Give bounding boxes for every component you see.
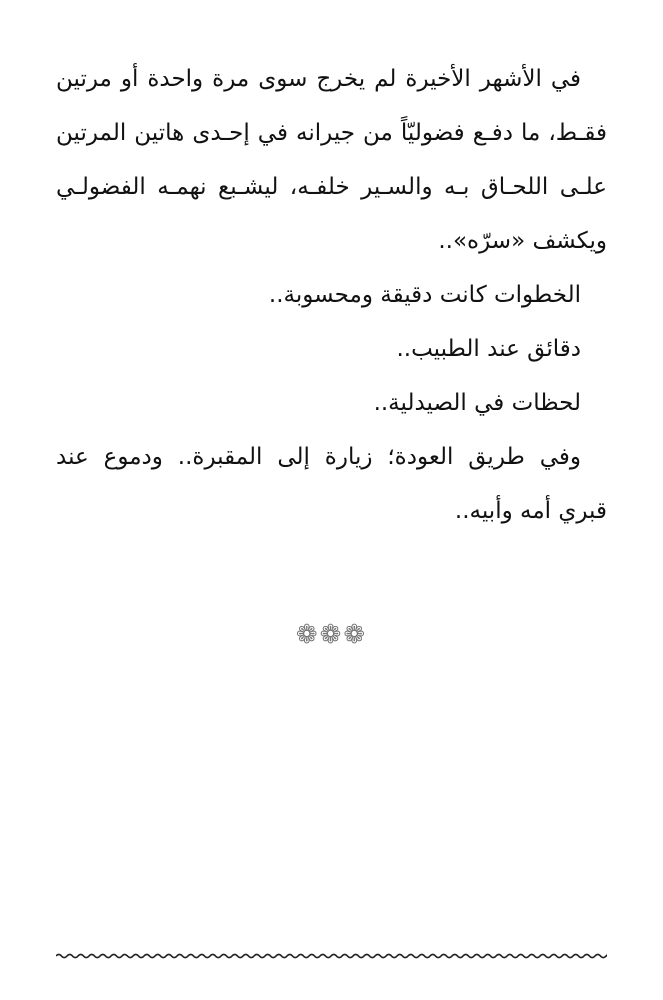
paragraph-1: في الأشهر الأخيرة لم يخرج سوى مرة واحدة أو مرتين فقـط، ما دفـع فضوليّاً من جيرانه في إحـدى هاتين المرتين علـى اللحـاق بـه والسـير خلفـه، ليشـبع نهمـه الفضولـي ويكشف «سرّه».. — [56, 66, 607, 254]
section-divider-ornament: ❁❁❁ — [295, 620, 368, 650]
wavy-footer-rule — [56, 948, 607, 964]
paragraph-4: لحظات في الصيدلية.. — [373, 390, 581, 416]
body-text — [56, 52, 607, 538]
paragraph-3: دقائق عند الطبيب.. — [396, 336, 581, 362]
paragraph-2: الخطوات كانت دقيقة ومحسوبة.. — [268, 282, 581, 308]
paragraph-5: وفي طريق العودة؛ زيارة إلى المقبرة.. ودموع عند قبري أمه وأبيه.. — [56, 444, 607, 524]
